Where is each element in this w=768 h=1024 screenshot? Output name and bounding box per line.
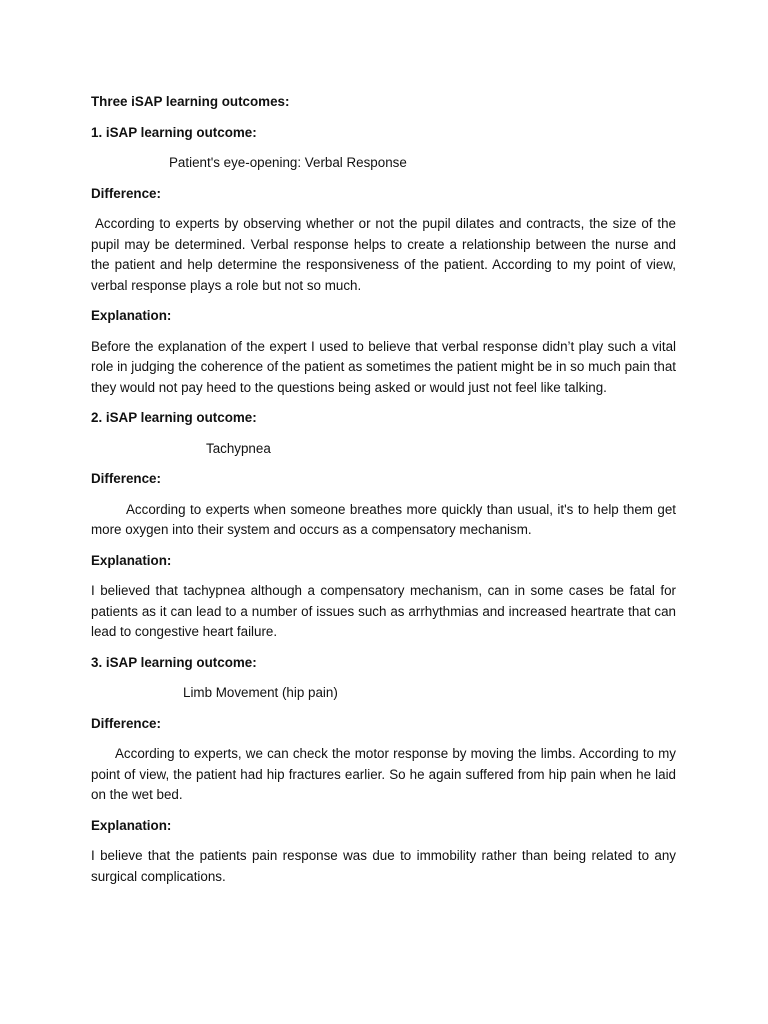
section-1-difference-label: Difference: xyxy=(91,185,161,201)
section-2-subtitle: Tachypnea xyxy=(206,440,271,456)
section-3-heading: 3. iSAP learning outcome: xyxy=(91,654,257,670)
section-1-difference-text: According to experts by observing whether or not the pupil dilates and contracts, the size of the pupil may be determined. Verbal response helps to create a relationship between the nurse and the patient and help determine the responsiveness of the patient. According to my point of view, verbal response plays a role but not so much. xyxy=(91,216,676,293)
section-2-difference-label: Difference: xyxy=(91,471,161,486)
section-1-explanation-label: Explanation: xyxy=(91,308,172,323)
section-1-explanation-text: Before the explanation of the expert I used to believe that verbal response didn’t play such a vital role in judging the coherence of the patient as sometimes the patient might be in so much pain that they would not pay heed to the questions being asked or would just not feel like talking. xyxy=(91,338,676,395)
document-page xyxy=(91,92,676,897)
section-1-heading: 1. iSAP learning outcome: xyxy=(91,124,257,140)
section-2-heading: 2. iSAP learning outcome: xyxy=(91,410,257,425)
section-1-subtitle: Patient's eye-opening: Verbal Response xyxy=(169,155,407,170)
section-3-subtitle: Limb Movement (hip pain) xyxy=(183,685,338,700)
section-3-difference-label: Difference: xyxy=(91,715,161,731)
section-2-explanation-text: I believed that tachypnea although a compensatory mechanism, can in some cases be fatal for patients as it can lead to a number of issues such as arrhythmias and increased heartrate that can lead to congestive heart failure. xyxy=(91,583,676,639)
document-title: Three iSAP learning outcomes: xyxy=(91,94,290,109)
section-2-explanation-label: Explanation: xyxy=(91,552,172,568)
section-3-explanation-label: Explanation: xyxy=(91,817,172,833)
section-2-difference-text: According to experts when someone breathes more quickly than usual, it's to help them get more oxygen into their system and occurs as a compensatory mechanism. xyxy=(91,501,676,537)
section-3-difference-text: According to experts, we can check the motor response by moving the limbs. According to my point of view, the patient had hip fractures earlier. So he again suffered from hip pain when he laid on the wet bed. xyxy=(91,746,676,802)
section-3-explanation-text: I believe that the patients pain response was due to immobility rather than being related to any surgical complications. xyxy=(91,848,676,884)
